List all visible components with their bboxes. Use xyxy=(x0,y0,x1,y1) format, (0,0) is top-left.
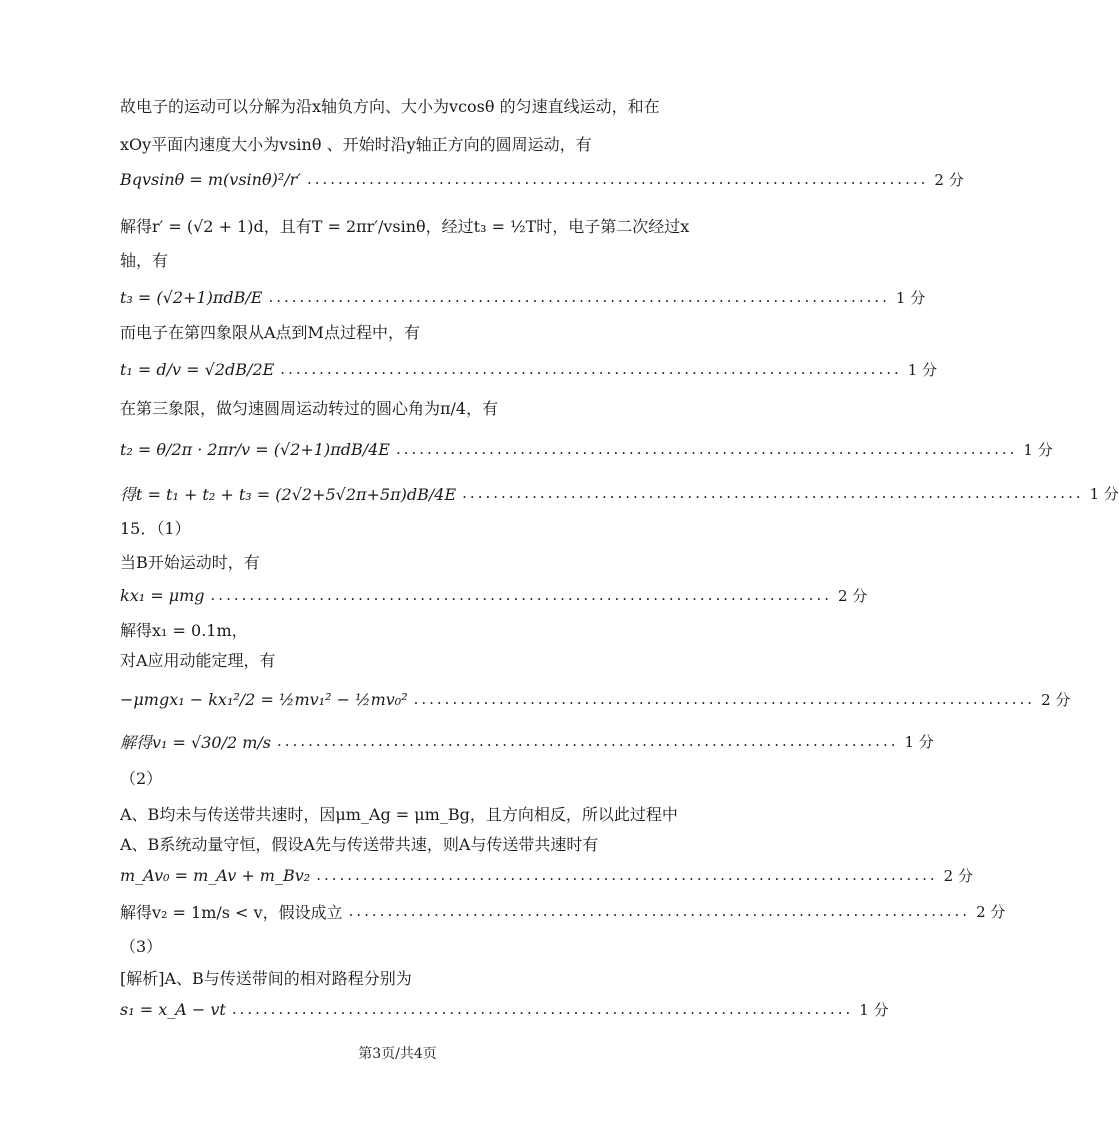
equation-11: 得t = t₁ + t₂ + t₃ = (2√2+5√2π+5π)dB/4E xyxy=(120,484,457,504)
line-25-text: [解析]A、B与传送带间的相对路程分别为 xyxy=(120,968,412,988)
equation-line-11 xyxy=(120,476,1119,510)
text-line-20 xyxy=(120,796,678,830)
text-line-13 xyxy=(120,544,675,578)
question-number-15 xyxy=(120,510,675,544)
leader-dots: ................................................................................ xyxy=(462,484,1084,502)
leader-dots: ................................................................................ xyxy=(231,1000,854,1018)
score-6: 1 分 xyxy=(895,288,926,307)
text-line-16 xyxy=(120,642,675,676)
subquestion-2 xyxy=(120,760,675,794)
text-line-1 xyxy=(120,88,675,122)
text-line-7 xyxy=(120,314,675,348)
leader-dots: ................................................................................ xyxy=(210,586,832,604)
line-16-text: 对A应用动能定理，有 xyxy=(120,650,276,670)
equation-line-14 xyxy=(120,578,868,612)
text-line-15 xyxy=(120,612,675,646)
leader-dots: ................................................................................ xyxy=(348,902,971,920)
score-26: 1 分 xyxy=(859,1000,889,1019)
equation-18: 解得v₁ = √30/2 m/s xyxy=(120,732,272,752)
equation-10: t₂ = θ/2π · 2πr/v = (√2+1)πdB/4E xyxy=(120,439,390,459)
equation-line-6 xyxy=(120,280,926,314)
text-line-25 xyxy=(120,960,675,994)
line-2-text: xOy平面内速度大小为vsinθ 、开始时沿y轴正方向的圆周运动，有 xyxy=(120,134,592,154)
equation-17: −μmgx₁ − kx₁²/2 = ½mv₁² − ½mv₀² xyxy=(120,689,408,709)
equation-line-22 xyxy=(120,858,973,892)
line-12-text: 15．（1） xyxy=(120,518,191,538)
line-24-text: （3） xyxy=(120,936,163,956)
equation-line-17 xyxy=(120,682,1071,716)
equation-8: t₁ = d/v = √2dB/2E xyxy=(120,359,275,379)
line-13-text: 当B开始运动时，有 xyxy=(120,552,260,572)
leader-dots: ................................................................................ xyxy=(277,732,899,750)
text-line-2 xyxy=(120,126,675,160)
text-line-5 xyxy=(120,242,675,276)
equation-26: s₁ = x_A − vt xyxy=(120,999,226,1019)
leader-dots: ................................................................................ xyxy=(316,866,938,884)
equation-line-3 xyxy=(120,162,964,196)
score-3: 2 分 xyxy=(934,170,964,189)
leader-dots: ................................................................................ xyxy=(268,288,890,306)
text-line-9 xyxy=(120,390,675,424)
line-15-text: 解得x₁ = 0.1m， xyxy=(120,620,248,640)
leader-dots: ................................................................................ xyxy=(395,440,1018,458)
equation-22: m_Av₀ = m_Av + m_Bv₂ xyxy=(120,865,311,885)
leader-dots: ................................................................................ xyxy=(413,690,1036,708)
equation-3: Bqvsinθ = m(vsinθ)²/r′ xyxy=(120,169,301,189)
text-line-21 xyxy=(120,826,675,860)
text-line-4 xyxy=(120,208,690,242)
score-14: 2 分 xyxy=(837,586,868,605)
score-8: 1 分 xyxy=(907,360,938,379)
score-23: 2 分 xyxy=(976,902,1006,921)
equation-line-18 xyxy=(120,724,934,758)
line-20-text: A、B均未与传送带共速时，因μm_Ag = μm_Bg，且方向相反，所以此过程中 xyxy=(120,804,678,824)
line-7-text: 而电子在第四象限从A点到M点过程中，有 xyxy=(120,322,420,342)
equation-6: t₃ = (√2+1)πdB/E xyxy=(120,287,263,307)
equation-14: kx₁ = μmg xyxy=(120,585,205,605)
subquestion-3 xyxy=(120,928,675,962)
line-5-text: 轴，有 xyxy=(120,250,169,270)
leader-dots: ................................................................................ xyxy=(306,170,929,188)
score-17: 2 分 xyxy=(1041,690,1071,709)
equation-line-26 xyxy=(120,992,889,1026)
score-22: 2 分 xyxy=(943,866,973,885)
line-1-text: 故电子的运动可以分解为沿x轴负方向、大小为vcosθ 的匀速直线运动，和在 xyxy=(120,96,660,116)
equation-line-23 xyxy=(120,894,1006,928)
line-9-text: 在第三象限，做匀速圆周运动转过的圆心角为π/4，有 xyxy=(120,398,499,418)
line-19-text: （2） xyxy=(120,768,163,788)
equation-line-10 xyxy=(120,432,1053,466)
score-18: 1 分 xyxy=(904,732,934,751)
score-11: 1 分 xyxy=(1089,484,1119,503)
equation-23: 解得v₂ = 1m/s < v，假设成立 xyxy=(120,902,343,922)
line-21-text: A、B系统动量守恒，假设A先与传送带共速，则A与传送带共速时有 xyxy=(120,834,599,854)
equation-line-8 xyxy=(120,352,938,386)
page-footer: 第3页/共4页 xyxy=(358,1046,437,1062)
score-10: 1 分 xyxy=(1023,440,1053,459)
line-4-text: 解得r′ = (√2 + 1)d，且有T = 2πr′/vsinθ，经过t₃ = ½T时，电子第二次经过x xyxy=(120,216,690,236)
leader-dots: ................................................................................ xyxy=(280,360,902,378)
